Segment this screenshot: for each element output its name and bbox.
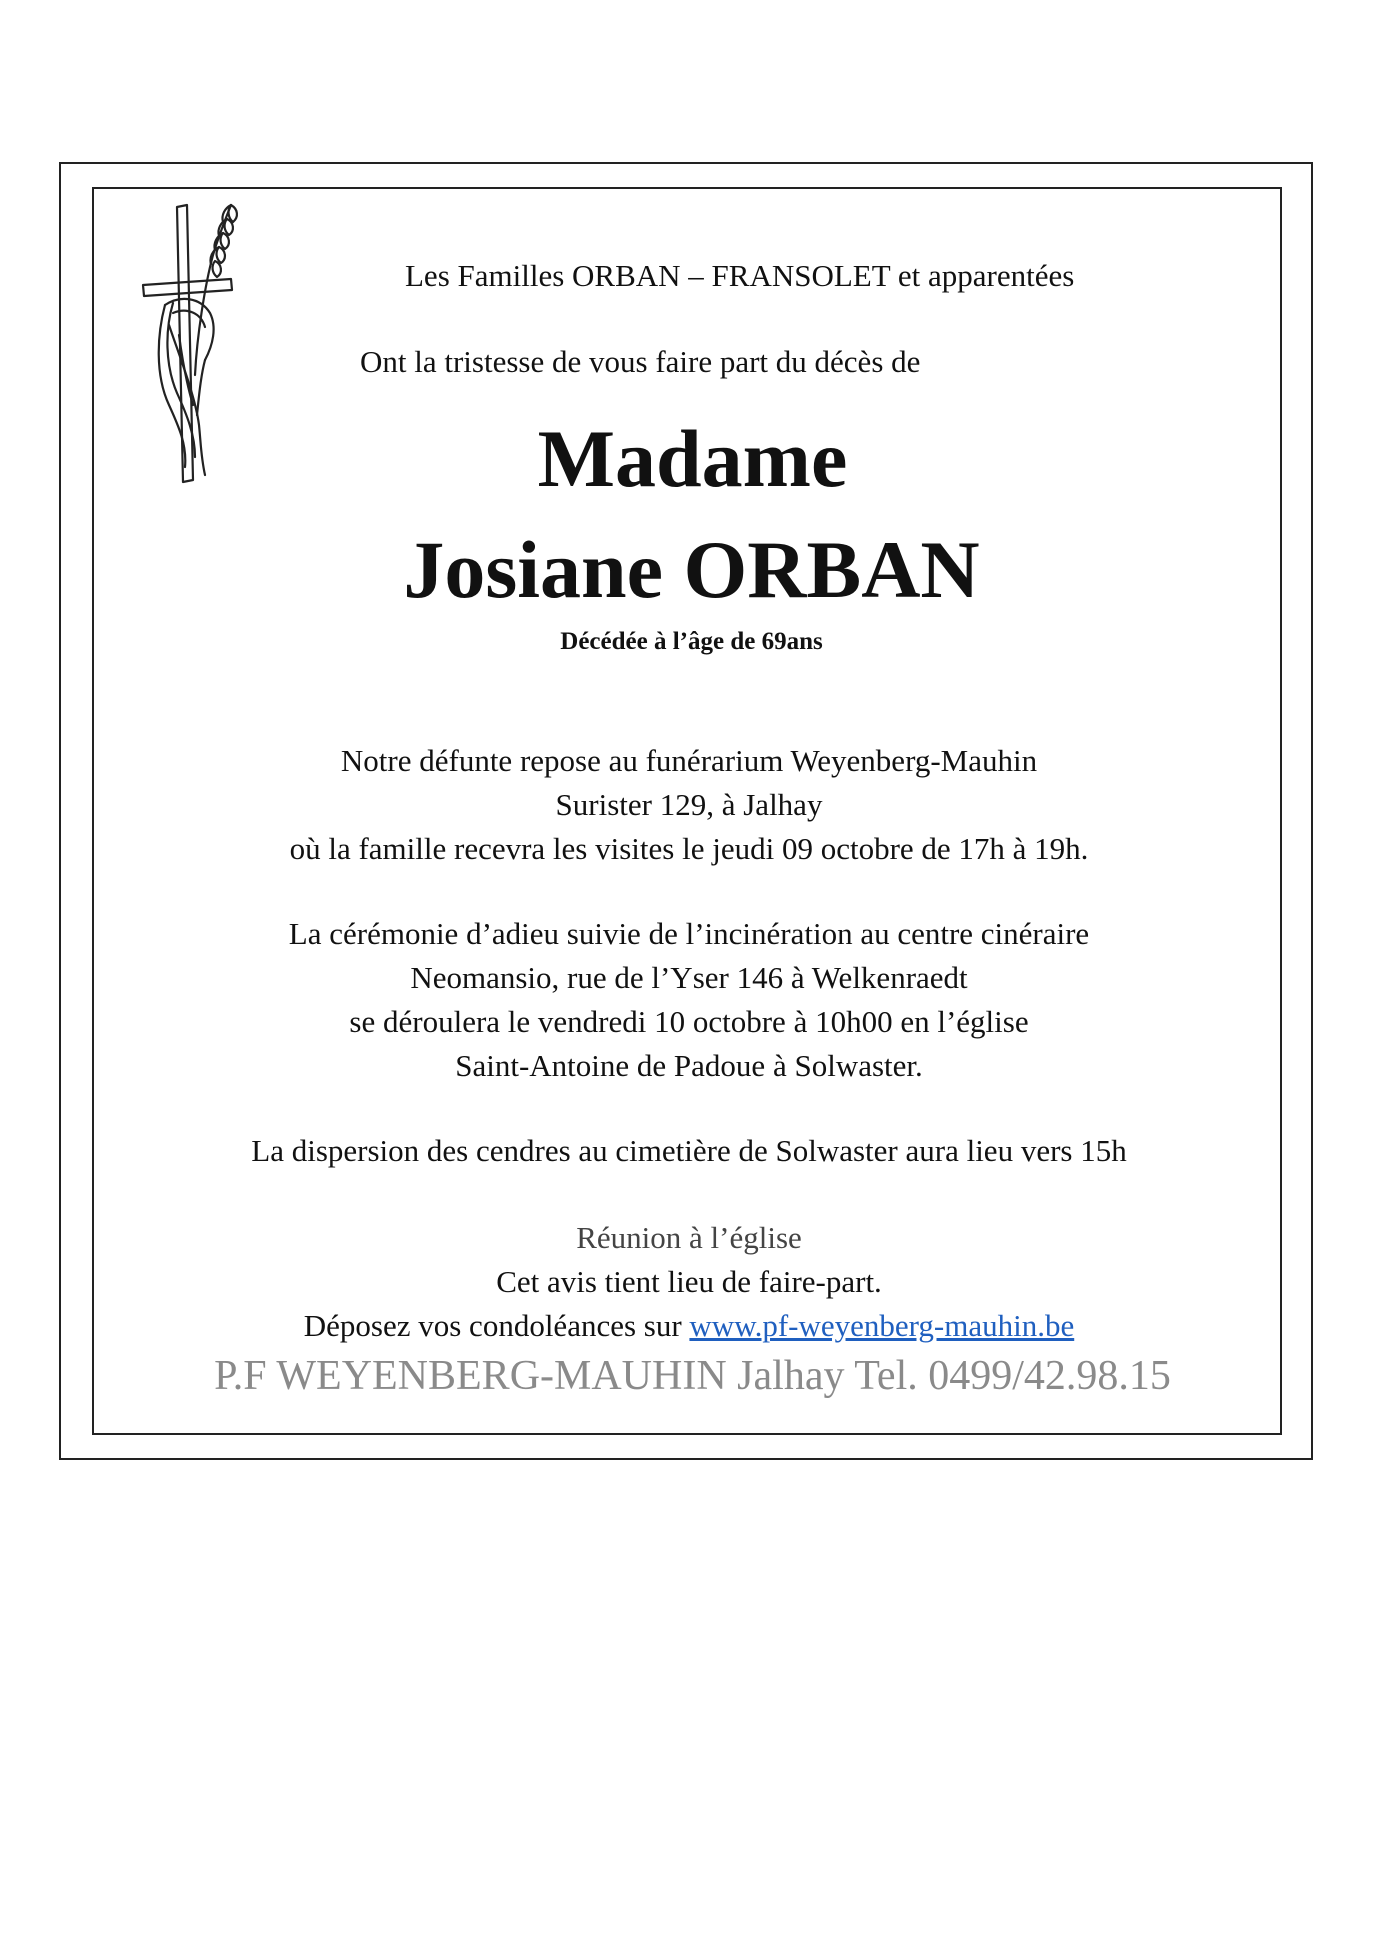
- condolences-line: [0, 1308, 1378, 1344]
- reunion-note: Réunion à l’église: [576, 1220, 802, 1255]
- condolences-website-link[interactable]: www.pf-weyenberg-mauhin.be: [689, 1308, 1075, 1343]
- visitation-line-2: Surister 129, à Jalhay: [555, 787, 823, 822]
- deceased-age: Décédée à l’âge de 69ans: [560, 628, 823, 655]
- ceremony-line-4: Saint-Antoine de Padoue à Solwaster.: [455, 1048, 923, 1083]
- condolences-prefix: Déposez vos condoléances sur: [303, 1308, 690, 1343]
- ceremony-line-3: se déroulera le vendredi 10 octobre à 10h00 en l’église: [349, 1004, 1029, 1039]
- notice-note: Cet avis tient lieu de faire-part.: [496, 1264, 882, 1299]
- ceremony-line-2: Neomansio, rue de l’Yser 146 à Welkenraedt: [410, 960, 968, 995]
- visitation-line-1: Notre défunte repose au funérarium Weyenberg-Mauhin: [340, 743, 1038, 778]
- dispersion-line: La dispersion des cendres au cimetière de Solwaster aura lieu vers 15h: [251, 1133, 1127, 1168]
- announcement-intro: Ont la tristesse de vous faire part du décès de: [360, 344, 921, 379]
- families-line: Les Familles ORBAN – FRANSOLET et apparentées: [405, 258, 1075, 293]
- visitation-line-3: où la famille recevra les visites le jeudi 09 octobre de 17h à 19h.: [289, 831, 1089, 866]
- deceased-title: Madame: [537, 413, 848, 504]
- funeral-home-footer: P.F WEYENBERG-MAUHIN Jalhay Tel. 0499/42.98.15: [214, 1353, 1171, 1399]
- deceased-name: Josiane ORBAN: [403, 524, 980, 615]
- ceremony-line-1: La cérémonie d’adieu suivie de l’incinération au centre cinéraire: [288, 916, 1090, 951]
